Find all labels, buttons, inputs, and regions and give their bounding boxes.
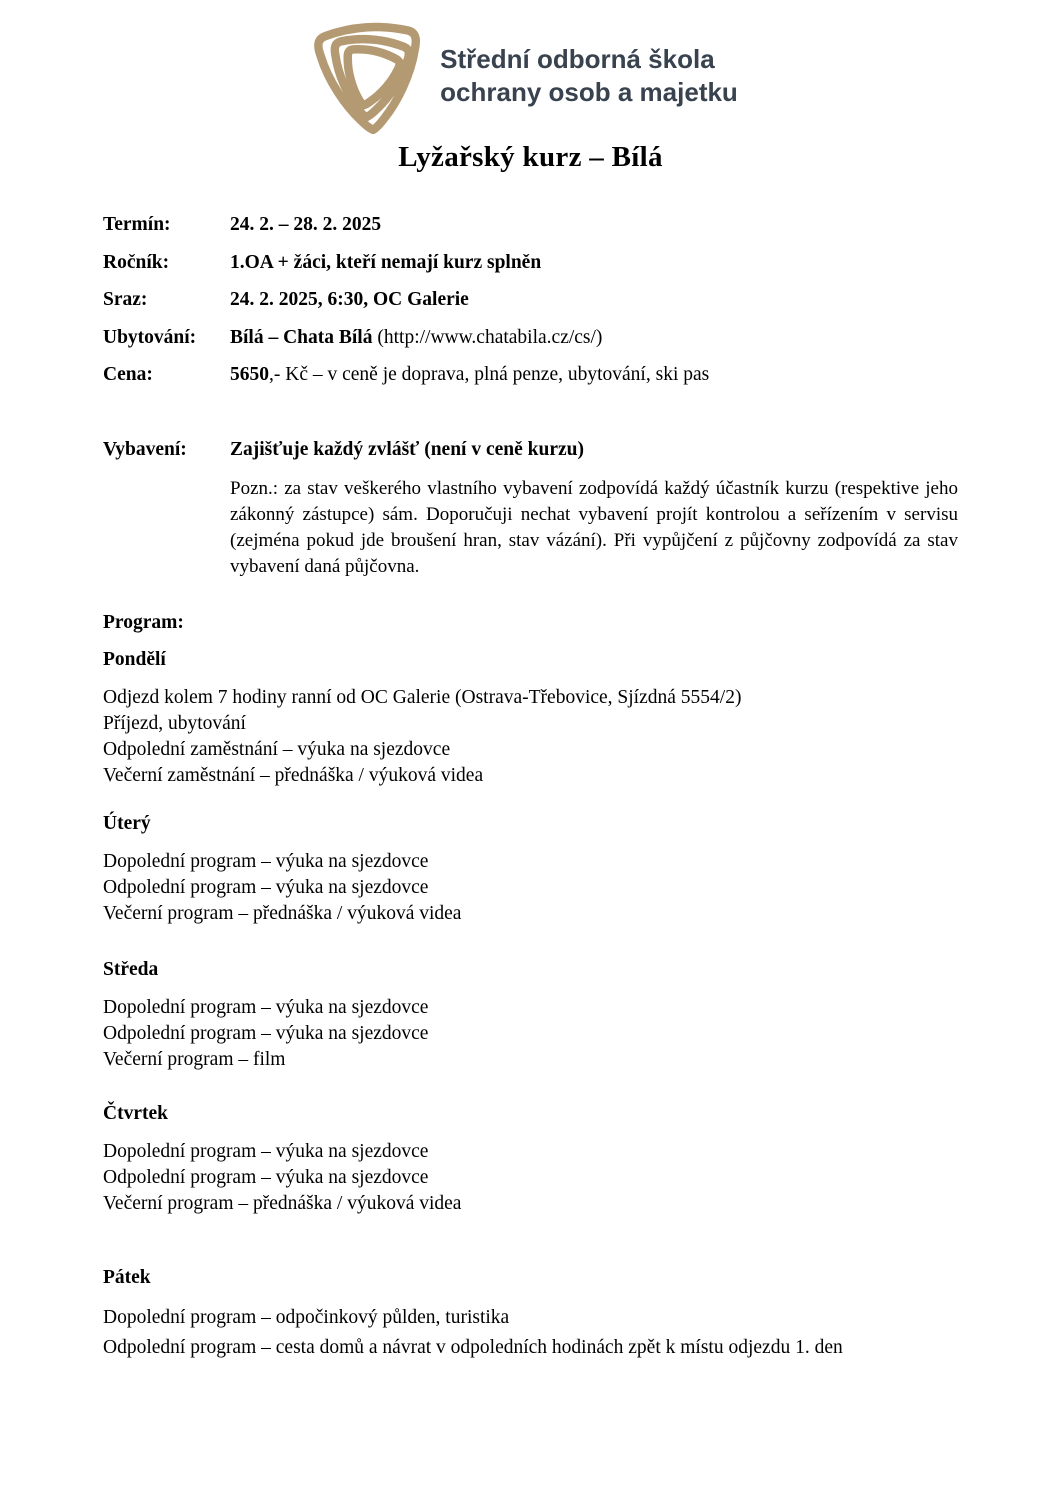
day-heading: Pátek <box>103 1267 151 1288</box>
program-section <box>103 610 958 1363</box>
equipment-value-bold: Zajišťuje každý zvlášť (není v ceně kurzu) <box>230 438 584 460</box>
program-line: Odpolední program – výuka na sjezdovce <box>103 1023 429 1044</box>
detail-row <box>103 288 958 313</box>
program-day <box>103 811 958 927</box>
detail-value <box>230 213 381 238</box>
day-heading: Pondělí <box>103 649 166 670</box>
program-line: Odpolední program – výuka na sjezdovce <box>103 877 429 898</box>
program-line: Příjezd, ubytování <box>103 713 246 734</box>
school-name-line2: ochrany osob a majetku <box>440 76 738 107</box>
program-day <box>103 957 958 1073</box>
detail-value-bold: 24. 2. – 28. 2. 2025 <box>230 214 382 235</box>
detail-value <box>230 251 541 276</box>
program-line: Večerní program – přednáška / výuková videa <box>103 903 462 924</box>
course-details <box>103 213 958 388</box>
detail-label: Sraz: <box>103 289 148 310</box>
school-name <box>440 43 738 109</box>
detail-label: Termín: <box>103 214 171 235</box>
day-lines <box>103 685 958 789</box>
document-header <box>103 15 958 173</box>
program-line: Večerní program – film <box>103 1049 286 1070</box>
day-lines <box>103 849 958 927</box>
school-logo <box>103 15 944 136</box>
detail-value-rest: (http://www.chatabila.cz/cs/) <box>372 326 603 348</box>
detail-value-bold: 24. 2. 2025, 6:30, OC Galerie <box>230 289 469 310</box>
detail-value-bold: 5650 <box>230 364 269 385</box>
detail-value <box>230 326 602 351</box>
detail-value-rest: ,- Kč – v ceně je doprava, plná penze, ubytování, ski pas <box>269 364 710 385</box>
program-line: Dopolední program – výuka na sjezdovce <box>103 997 429 1018</box>
day-heading: Čtvrtek <box>103 1103 168 1124</box>
detail-row <box>103 213 958 238</box>
program-day <box>103 1101 958 1217</box>
program-line: Odpolední program – cesta domů a návrat v odpoledních hodinách zpět k místu odjezdu 1. den <box>103 1337 843 1358</box>
equipment-note: Pozn.: za stav veškerého vlastního vybavení zodpovídá každý účastník kurzu (respektive jeho zákonný zástupce) sám. Doporučuji nechat vybavení projít kontrolou a seřízením v servisu (zejména pokud jde broušení hran, stav vázání). Při vypůjčení z půjčovny zodpovídá za stav vybavení daná půjčovna. <box>230 478 958 577</box>
detail-value <box>230 363 709 388</box>
equipment-label: Vybavení: <box>103 438 187 460</box>
day-heading: Středa <box>103 959 159 980</box>
program-line: Večerní zaměstnání – přednáška / výuková videa <box>103 765 484 786</box>
detail-value-bold: 1.OA + žáci, kteří nemají kurz splněn <box>230 251 542 273</box>
equipment-row <box>103 438 958 463</box>
detail-row <box>103 326 958 351</box>
program-day <box>103 1265 958 1363</box>
program-line: Odjezd kolem 7 hodiny ranní od OC Galerie (Ostrava-Třebovice, Sjízdná 5554/2) <box>103 687 742 708</box>
day-lines <box>103 995 958 1073</box>
program-day <box>103 647 958 789</box>
program-line: Odpolední program – výuka na sjezdovce <box>103 1167 429 1188</box>
program-line: Večerní program – přednáška / výuková videa <box>103 1193 462 1214</box>
page-title: Lyžařský kurz – Bílá <box>398 141 663 173</box>
program-heading: Program: <box>103 612 184 633</box>
program-days <box>103 647 958 1363</box>
program-line: Dopolední program – výuka na sjezdovce <box>103 851 429 872</box>
program-line: Dopolední program – výuka na sjezdovce <box>103 1141 429 1162</box>
detail-label: Ročník: <box>103 251 170 273</box>
program-line: Odpolední zaměstnání – výuka na sjezdovce <box>103 739 451 760</box>
detail-row <box>103 363 958 388</box>
day-lines <box>103 1303 958 1363</box>
detail-label: Ubytování: <box>103 326 197 348</box>
program-line: Dopolední program – odpočinkový půlden, turistika <box>103 1307 510 1328</box>
school-name-line1: Střední odborná škola <box>440 43 715 74</box>
day-heading: Úterý <box>103 813 151 834</box>
equipment-section <box>103 438 958 581</box>
detail-value <box>230 288 469 313</box>
detail-row <box>103 251 958 276</box>
day-lines <box>103 1139 958 1217</box>
detail-label: Cena: <box>103 364 153 385</box>
shield-logo-icon <box>309 15 430 136</box>
detail-value-bold: Bílá – Chata Bílá <box>230 326 373 348</box>
equipment-value <box>230 438 584 463</box>
